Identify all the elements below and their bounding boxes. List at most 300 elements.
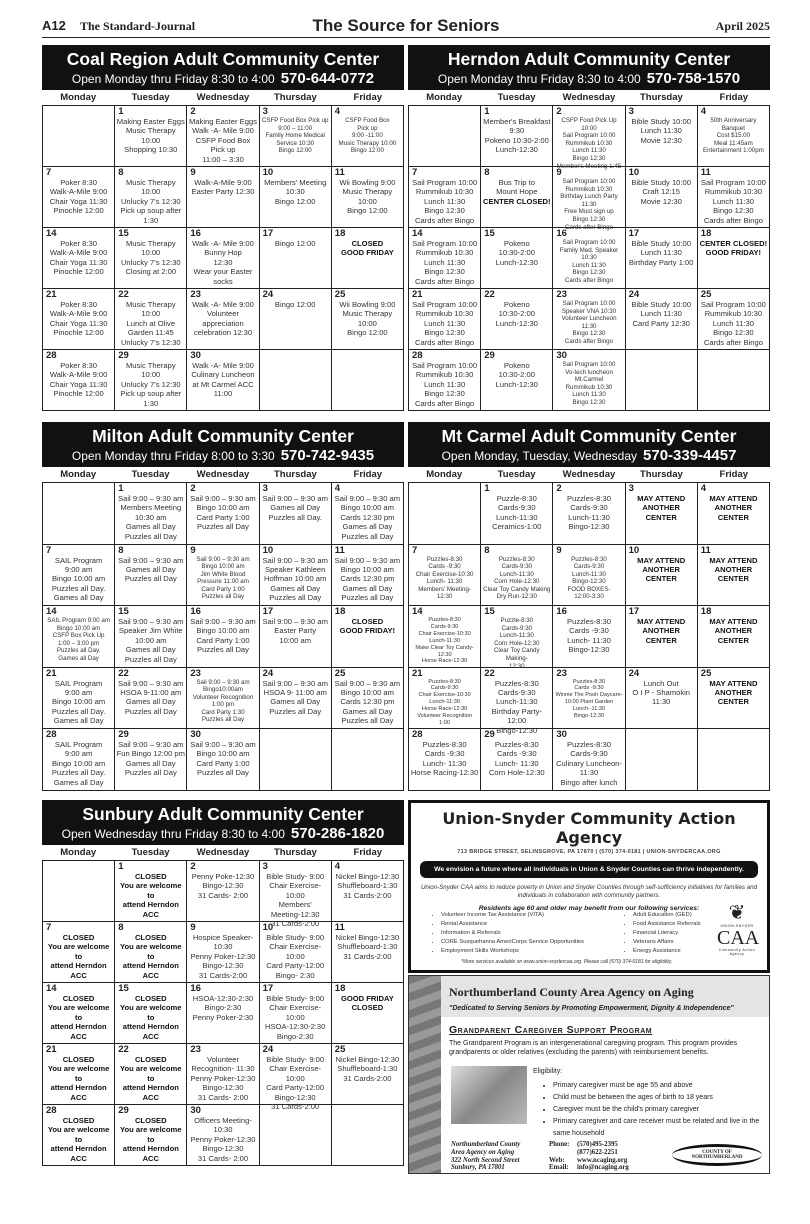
event-line: 9:00 am — [64, 564, 93, 574]
event-line: Sail 9:00 – 9:30 am — [196, 678, 250, 686]
weekday-label: Friday — [719, 92, 749, 103]
empty-cell — [43, 106, 115, 167]
event-line: Bingo 10:00 am — [51, 758, 106, 768]
day-number: 1 — [118, 106, 124, 117]
event-line: Service 10:30 — [276, 139, 315, 147]
event-line: Chair Exercise-10:00 — [269, 1003, 322, 1022]
event-line: Bingo 12:30 — [424, 328, 465, 338]
calendar-day-cell — [698, 668, 770, 730]
list-item: • Child must be between the ages of birth to 18 years — [553, 1092, 765, 1104]
event-line: Make Clear Toy Candy- — [415, 644, 474, 651]
event-line: Walk-A-Mile 9:00 — [194, 178, 252, 187]
weekday-label: Tuesday — [497, 92, 536, 103]
event-line: Poker 8:30 — [60, 300, 97, 309]
event-line: Garden 11:45 — [127, 328, 174, 338]
page-number: A12 — [42, 18, 66, 33]
event-line: attend Herndon — [50, 961, 107, 971]
empty-cell — [43, 483, 115, 545]
calendar-day-cell — [626, 106, 698, 167]
event-line: Unlucky 7's 12:30 — [120, 379, 181, 389]
event-line: GOOD FRIDAY — [340, 994, 394, 1003]
event-line: 10:00 am — [134, 635, 167, 645]
event-line: ACC — [142, 909, 160, 919]
event-line: GOOD FRIDAY! — [339, 626, 396, 636]
event-line: Lunch- 11:30 — [426, 578, 463, 586]
center-title: Herndon Adult Community Center — [447, 49, 731, 69]
center-phone: 570-339-4457 — [643, 447, 737, 464]
event-line: Closing at 2:00 — [125, 267, 177, 277]
calendar-day-cell — [698, 545, 770, 607]
event-line: Music Therapy 10:00 — [338, 139, 397, 147]
event-line: Meeting-12:30 — [270, 909, 320, 919]
event-line: Pick up soup after — [120, 389, 182, 399]
event-line: CLOSED — [134, 994, 167, 1003]
event-line: You are welcome to — [47, 1125, 110, 1144]
event-line: SAIL Program 9:00 am — [47, 617, 110, 624]
event-line: ANOTHER — [714, 626, 753, 636]
event-line: Puzzles-8:30 — [567, 494, 611, 503]
event-line: GOOD FRIDAY! — [705, 248, 762, 258]
event-line: ACC — [70, 1031, 87, 1041]
calendar-day-cell — [698, 167, 770, 228]
event-line: Sail 9:00 – 9:30 am — [262, 494, 328, 503]
empty-cell — [626, 350, 698, 411]
calendar-day-cell — [698, 483, 770, 545]
event-line: 1:30 — [143, 215, 159, 225]
list-item: • Primary caregiver must be age 55 and above — [553, 1080, 765, 1092]
phone-1: (570)495-2395 — [577, 1141, 618, 1148]
event-line: 9:30 — [509, 126, 525, 136]
event-line: Bingo-12:30 — [202, 961, 244, 971]
event-line: Cards after Bingo — [415, 215, 475, 225]
calendar-day-cell — [553, 289, 625, 350]
event-line: Lunch-11:30 — [495, 512, 538, 522]
calendar-day-cell — [553, 668, 625, 730]
event-line: ANOTHER — [714, 687, 753, 697]
weekday-label: Monday — [60, 92, 97, 103]
day-number: 16 — [190, 606, 201, 617]
event-line: Bible Study 10:00 — [631, 117, 691, 126]
event-line: Bible Study- 9:00 — [266, 994, 325, 1003]
event-line: Chair Exercise-10:00 — [269, 1064, 322, 1083]
event-line: Chair Yoga 11:30 — [49, 318, 108, 328]
event-line: 31 Cards-2:00 — [271, 1102, 320, 1112]
ad-note: *More services available on www.union-snydercaa.org. Please call (570) 374-0181 for eligibility. — [461, 959, 673, 965]
event-line: Unlucky 7's 12:30 — [120, 196, 181, 206]
web-label: Web: — [549, 1156, 565, 1164]
event-line: Member's Breakfast — [483, 117, 551, 126]
event-line: Card Party-12:00 — [266, 961, 325, 971]
calendar-grid — [42, 482, 404, 791]
day-number: 24 — [262, 667, 274, 679]
empty-cell — [332, 729, 404, 791]
event-line: Rummikub 10:30 — [565, 139, 613, 147]
event-line: Puzzles-8:30 — [567, 740, 611, 749]
calendar-day-cell — [332, 983, 404, 1044]
event-line: CENTER — [645, 574, 677, 584]
calendar-day-cell — [260, 545, 332, 607]
weekday-label: Wednesday — [196, 92, 250, 103]
address-line: Sunbury, PA 17801 — [451, 1164, 505, 1172]
event-line: Music Therapy — [125, 361, 176, 370]
event-line: 12:00-3:30 — [574, 593, 604, 601]
weekday-header — [42, 467, 404, 482]
event-line: Bingo 12:30 — [572, 398, 606, 406]
weekday-label: Tuesday — [131, 92, 170, 103]
day-number: 16 — [190, 983, 201, 994]
list-item: • Food Assistance Referrals — [633, 920, 701, 929]
event-line: Music Therapy — [342, 187, 393, 197]
event-line: Free Must sign up — [564, 208, 614, 216]
list-item: • Rental Assistance — [441, 920, 584, 929]
center-hours-line — [42, 447, 404, 465]
event-line: Card Party 12:30 — [632, 318, 690, 328]
tree-icon: ❦ — [728, 902, 746, 924]
event-line: Birthday Party-12:00 — [491, 706, 542, 726]
event-line: 11:30 — [579, 768, 599, 778]
day-number: 25 — [700, 289, 712, 300]
day-number: 15 — [118, 606, 129, 617]
event-line: Chair Exercise-10:30 — [418, 630, 471, 637]
event-line: appreciation — [202, 318, 244, 328]
event-line: Entertainment 1:00pm — [702, 147, 764, 155]
center-title: Mt Carmel Adult Community Center — [441, 426, 737, 446]
calendar-day-cell — [332, 922, 404, 983]
calendar-day-cell — [43, 729, 115, 791]
day-number: 11 — [334, 544, 345, 556]
event-line: Puzzles all Day — [124, 706, 177, 716]
event-line: Horse Race-12:30 — [421, 658, 468, 665]
event-line: SAIL Program — [54, 678, 103, 688]
union-snyder-ad — [408, 800, 770, 973]
calendar-day-cell — [626, 228, 698, 289]
event-line: 31 Cards-2:00 — [343, 951, 392, 961]
event-line: Games all Day — [270, 697, 321, 707]
event-line: Sail Program 10:00 — [562, 132, 616, 140]
event-line: Cards after Bingo — [415, 337, 475, 347]
event-line: Lunch 11:30 — [640, 126, 682, 136]
calendar-day-cell — [187, 729, 259, 791]
event-line: Bingo 10:00 am — [340, 503, 394, 513]
center-header — [42, 800, 404, 845]
calendar-day-cell — [115, 167, 187, 228]
event-line: Chair Yoga 11:30 — [49, 196, 108, 206]
event-line: 10:00 — [357, 196, 377, 206]
event-line: Bingo 12:00 — [278, 147, 312, 155]
weekday-header — [408, 90, 770, 105]
event-line: ANOTHER — [642, 503, 680, 513]
calendar-day-cell — [43, 289, 115, 350]
event-line: Rummikub 10:30 — [415, 248, 474, 258]
event-line: MAY ATTEND — [637, 555, 686, 565]
day-number: 30 — [190, 729, 201, 740]
calendar-day-cell — [553, 545, 625, 607]
event-line: Clear Toy Candy Making — [483, 585, 551, 593]
day-number: 15 — [118, 228, 129, 239]
calendar-day-cell — [187, 483, 259, 545]
event-line: Nickel Bingo-12:30 — [335, 872, 400, 881]
event-line: Sail Program 10:00 — [700, 178, 766, 187]
calendar-day-cell — [626, 483, 698, 545]
day-number: 17 — [628, 606, 640, 617]
day-number: 21 — [46, 289, 57, 300]
event-line: Chair Exercise-10:00 — [269, 942, 322, 961]
calendar-day-cell — [43, 668, 115, 730]
center-hours: Open Monday thru Friday 8:30 to 4:00 — [437, 72, 641, 86]
day-number: 9 — [556, 167, 562, 178]
day-number: 16 — [190, 228, 201, 239]
event-line: Sail Program 10:00 — [562, 300, 616, 307]
calendar-day-cell — [260, 228, 332, 289]
event-line: You are welcome to — [47, 1064, 110, 1083]
calendar-day-cell — [115, 106, 187, 167]
event-line: Bingo 10:00 am — [201, 563, 245, 571]
event-line: CSFP Food Box Pick up — [261, 117, 329, 124]
event-line: Bunny Hop — [204, 248, 242, 258]
event-line: attend Herndon — [50, 1144, 107, 1154]
day-number: 10 — [262, 922, 274, 933]
event-line: Cards-9:30 — [498, 687, 536, 697]
event-line: Bingo 12:30 — [424, 206, 465, 216]
day-number: 29 — [118, 1105, 129, 1116]
event-line: Card Party 1:30 — [201, 708, 245, 716]
event-line: Making Easter Eggs — [116, 117, 185, 126]
weekday-label: Tuesday — [131, 469, 170, 480]
section-title: The Source for Seniors — [312, 16, 500, 35]
event-line: attend Herndon — [122, 1083, 179, 1093]
weekday-label: Friday — [353, 92, 383, 103]
center-hours-line — [42, 825, 404, 843]
agency-address — [451, 1141, 520, 1172]
event-line: Cards -9:30 — [428, 563, 461, 571]
event-line: Puzzles all Day. — [51, 768, 106, 778]
event-line: 31 Cards- 2:00 — [197, 1153, 249, 1163]
ad-services-heading: Residents age 60 and older may benefit from our following services: — [478, 905, 700, 912]
event-line: 10:00 — [141, 309, 161, 319]
day-number: 28 — [412, 350, 423, 361]
calendar-day-cell — [626, 289, 698, 350]
event-line: Bingo 12:00 — [347, 206, 388, 216]
event-line: Penny Poker-12:30 — [190, 1073, 256, 1083]
event-line: ACC — [142, 1153, 160, 1163]
event-line: Bingo 10:00 am — [340, 687, 394, 697]
event-line: Speaker VNA 10:30 — [561, 307, 617, 315]
issue-date: April 2025 — [715, 19, 770, 33]
weekday-label: Monday — [60, 847, 97, 858]
event-line: 12:30 — [509, 662, 525, 670]
calendar-day-cell — [187, 545, 259, 607]
list-item: • Primary caregiver and care receiver must be related and live in the same household — [553, 1116, 765, 1140]
event-line: Meal 11:45am — [714, 139, 753, 147]
web-link[interactable]: www.ncaging.org — [577, 1156, 628, 1164]
event-line: Volunteer Luncheon — [561, 315, 617, 323]
event-line: Movie 12:30 — [640, 135, 682, 145]
calendar-day-cell — [481, 729, 553, 791]
calendar-day-cell — [187, 606, 259, 668]
event-line: Cards after Bingo — [703, 215, 763, 225]
event-line: 1:00 – 3:00 pm — [57, 639, 100, 647]
event-line: Card Party-12:00 — [266, 1083, 325, 1093]
calendar-day-cell — [260, 983, 332, 1044]
day-number: 3 — [262, 861, 268, 872]
event-line: Cards after Bingo — [564, 337, 614, 345]
eligibility-label: Eligibility: — [533, 1068, 563, 1075]
event-line: Sail Program 10:00 — [412, 239, 478, 248]
event-line: Members' Meeting- — [418, 585, 471, 593]
calendar-day-cell — [698, 106, 770, 167]
event-line: Cards after Bingo — [564, 276, 614, 284]
event-line: Puzzles all Day — [269, 593, 322, 603]
event-line: Cards -9:30 — [569, 626, 609, 636]
event-line: You are welcome to — [47, 942, 110, 961]
event-line: ACC — [70, 1092, 87, 1102]
event-line: Card Party 1:00 — [196, 512, 250, 522]
day-number: 11 — [700, 544, 711, 556]
event-line: Bingo 10:00 am — [340, 564, 394, 574]
calendar-day-cell — [409, 167, 481, 228]
event-line: Bingo 12:30 — [424, 389, 465, 399]
calendar-day-cell — [115, 1105, 187, 1166]
calendar-day-cell — [626, 545, 698, 607]
event-line: 9:00 am — [64, 749, 93, 759]
list-item: • Financial Literacy — [633, 929, 701, 938]
event-line: Cards 12:30 pm — [340, 512, 395, 522]
event-line: 11:00 – 3:30 — [202, 154, 244, 164]
event-line: Puzzle-8:30 — [500, 617, 534, 624]
calendar-day-cell — [332, 1044, 404, 1105]
center-title: Milton Adult Community Center — [92, 426, 354, 446]
phone-2: (877)622-2251 — [577, 1148, 618, 1156]
event-line: Sail 9:00 – 9:30 am — [190, 740, 256, 749]
day-number: 14 — [412, 606, 423, 617]
empty-cell — [698, 350, 770, 411]
event-line: CENTER — [717, 635, 749, 645]
event-line: Bingo-12:30 — [274, 1092, 316, 1102]
day-number: 24 — [262, 1044, 274, 1055]
event-line: O I P - Shamokin — [632, 687, 691, 697]
event-line: Cards-9:30 — [570, 503, 608, 513]
event-line: Bingo after lunch — [560, 777, 618, 787]
eligibility-list — [545, 1080, 765, 1140]
event-line: Cards-9:30 — [570, 749, 608, 759]
event-line: Walk-A-Mile 9:00 — [49, 187, 108, 197]
event-line: Sail 9:00 – 9:30 am — [334, 494, 401, 503]
event-line: Puzzles all Day — [124, 531, 177, 541]
event-line: Cards -9:30 — [424, 749, 465, 759]
event-line: Mt.Carmel — [574, 376, 604, 384]
center-header — [408, 422, 770, 467]
event-line: HSOA 9- 11:00 am — [263, 687, 327, 697]
event-line: 1:30 — [143, 398, 159, 408]
calendar-day-cell — [187, 228, 259, 289]
address-line: Area Agency on Aging — [451, 1148, 515, 1156]
calendar-day-cell — [115, 483, 187, 545]
event-line: 31 Cards-2:00 — [271, 919, 320, 929]
event-line: Sail 9:00 – 9:30 am — [118, 494, 184, 503]
event-line: Cards after Bingo — [564, 223, 614, 231]
event-line: attend Herndon — [122, 1022, 179, 1032]
event-line: Unlucky 7's 12:30 — [120, 337, 181, 347]
day-number: 4 — [334, 106, 341, 117]
day-number: 3 — [262, 106, 268, 117]
calendar-day-cell — [43, 167, 115, 228]
day-number: 2 — [190, 483, 196, 494]
day-number: 3 — [628, 483, 634, 494]
calendar-day-cell — [409, 729, 481, 791]
day-number: 22 — [484, 289, 495, 300]
event-line: CLOSED — [134, 1055, 167, 1064]
event-line: Lunch 11:30 — [572, 261, 606, 269]
event-line: Penny Poker-12:30 — [190, 1134, 256, 1144]
day-number: 7 — [412, 544, 418, 556]
event-line: Sail 9:00 – 9:30 am — [190, 617, 256, 626]
center-phone: 570-644-0772 — [280, 70, 375, 87]
event-line: Bingo10:00am — [203, 686, 243, 694]
day-number: 4 — [700, 483, 707, 494]
calendar-day-cell — [115, 350, 187, 411]
day-number: 1 — [118, 861, 124, 872]
event-line: Bingo 12:00 — [347, 328, 388, 338]
calendar-day-cell — [553, 106, 625, 170]
event-line: Puzzles all Day — [197, 645, 249, 655]
event-line: CENTER CLOSED! — [699, 239, 768, 248]
event-line: HSOA-12:30-2:30 — [192, 994, 254, 1003]
event-line: Nickel Bingo-12:30 — [335, 933, 400, 942]
event-line: HSOA-12:30-2:30 — [265, 1022, 326, 1032]
calendar-day-cell — [409, 606, 481, 668]
calendar-day-cell — [698, 289, 770, 350]
event-line: 12:30 — [213, 257, 233, 267]
event-line: Bingo 10:00 am — [196, 749, 250, 759]
event-line: Bingo 12:00 — [274, 196, 316, 206]
event-line: ACC — [142, 970, 160, 980]
event-line: 10:30 — [213, 942, 233, 952]
event-line: 10:00 — [141, 135, 161, 145]
event-line: Lunch-12:30 — [495, 379, 538, 389]
event-line: Pokeno — [503, 361, 530, 370]
event-line: Games all Day — [125, 758, 176, 768]
ad-address: 713 BRIDGE STREET, SELINSGROVE, PA 17870 | (570) 374-0181 | UNION-SNYDERCAA.ORG — [457, 849, 721, 855]
newspaper-name: The Standard-Journal — [80, 19, 196, 33]
calendar-day-cell — [260, 167, 332, 228]
calendar-day-cell — [332, 861, 404, 922]
event-line: 10:30-2:00 — [498, 248, 535, 258]
weekday-label: Thursday — [640, 92, 683, 103]
day-number: 7 — [412, 167, 418, 178]
event-line: Puzzles-8:30 — [567, 617, 611, 626]
event-line: Culinary Luncheon- — [556, 758, 622, 768]
day-number: 4 — [334, 861, 341, 872]
event-line: Rummikub 10:30 — [415, 370, 474, 380]
services-right — [633, 911, 701, 956]
calendar-day-cell — [260, 106, 332, 167]
event-line: Volunteer Recognition — [417, 713, 472, 720]
day-number: 9 — [190, 167, 196, 178]
event-line: Lunch-12:30 — [495, 257, 538, 267]
event-line: Bingo 10:00 am — [196, 626, 250, 636]
event-line: Puzzles-8:30 — [428, 617, 461, 623]
event-line: Bingo 10:00 am — [51, 574, 106, 584]
event-line: Bingo-12:30 — [568, 645, 610, 655]
day-number: 2 — [190, 106, 196, 117]
day-number: 7 — [46, 922, 52, 933]
logo-sub-text: Community Action Agency — [718, 948, 756, 956]
event-line: Lunch-11:30 — [429, 637, 460, 644]
day-number: 14 — [46, 983, 57, 994]
event-line: Bingo 12:30 — [713, 206, 754, 216]
event-line: Bingo-12:30 — [573, 713, 605, 720]
email-link[interactable]: info@ncaging.org — [577, 1164, 629, 1172]
